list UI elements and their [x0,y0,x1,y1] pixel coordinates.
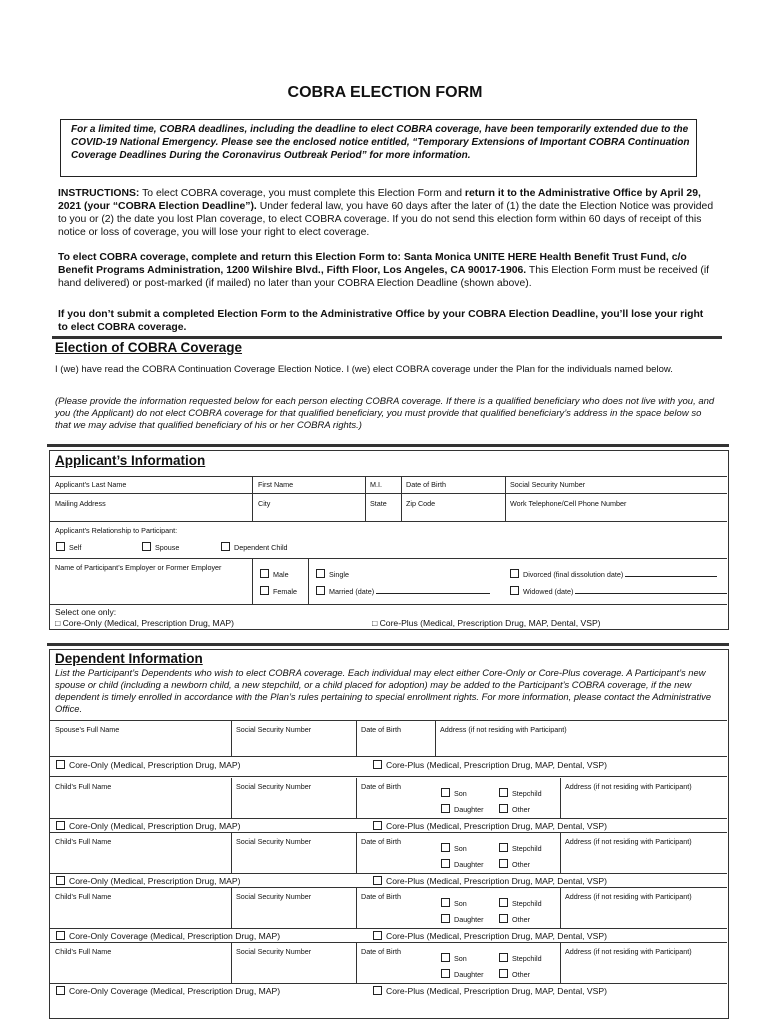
child-3-core-only-checkbox[interactable]: Core-Only Coverage (Medical, Prescription Drug, MAP) [56,931,280,941]
dependent-heading: Dependent Information [55,651,203,666]
child-2-son-checkbox[interactable]: Son [441,843,467,853]
child-3-daughter-checkbox[interactable]: Daughter [441,914,484,924]
child-1-son-checkbox[interactable]: Son [441,788,467,798]
divorced-checkbox[interactable]: Divorced (final dissolution date) [510,569,717,579]
election-heading: Election of COBRA Coverage [55,340,243,355]
applicant-heading: Applicant’s Information [55,453,206,468]
section-rule [47,444,729,447]
child-4-address-field[interactable]: Address (if not residing with Participant) [565,947,692,956]
return-deadline-text: This Election Form must be received (if hand delivered) or post-marked (if mailed) no later than your COBRA Election Deadline (shown above). [58,265,710,289]
phone-field[interactable]: Work Telephone/Cell Phone Number [510,499,627,508]
section-rule [52,336,722,339]
child-1-name-field[interactable]: Child’s Full Name [55,782,112,791]
section-rule [47,643,729,646]
child-2-dob-field[interactable]: Date of Birth [361,837,401,846]
state-field[interactable]: State [370,499,387,508]
child-3-dob-field[interactable]: Date of Birth [361,892,401,901]
self-checkbox[interactable]: Self [56,542,81,552]
return-address-paragraph [58,251,714,290]
child-2-name-field[interactable]: Child’s Full Name [55,837,112,846]
instructions-text-2: Under federal law, you have 60 days after the later of (1) the date the Election Notice was provided to you or (2) the date you lost Plan coverage, to elect COBRA coverage. If you do not send this election form within 60 days of receipt of this notice or loss of coverage, you will lose your right to elect coverage. [58,201,714,238]
child-3-stepchild-checkbox[interactable]: Stepchild [499,898,542,908]
covid-notice-box: For a limited time, COBRA deadlines, including the deadline to elect COBRA coverage, have been temporarily extended due to the COVID-19 National Emergency. Please see the enclosed notice entitled, “Temporary Extensions of Important COBRA Continuation Coverage Deadlines During the Coronavirus Outbreak Period” for more information. [60,119,697,177]
spouse-dob-field[interactable]: Date of Birth [361,725,401,734]
child-2-daughter-checkbox[interactable]: Daughter [441,859,484,869]
child-1-dob-field[interactable]: Date of Birth [361,782,401,791]
child-2-other-checkbox[interactable]: Other [499,859,530,869]
last-name-field[interactable]: Applicant’s Last Name [55,480,127,489]
spouse-core-only-checkbox[interactable]: Core-Only (Medical, Prescription Drug, MAP) [56,760,240,770]
child-4-other-checkbox[interactable]: Other [499,969,530,979]
election-statement: I (we) have read the COBRA Continuation Coverage Election Notice. I (we) elect COBRA coverage under the Plan for the individuals named below. [55,364,673,375]
child-1-other-checkbox[interactable]: Other [499,804,530,814]
applicant-core-plus-option[interactable]: □ Core-Plus (Medical, Prescription Drug, MAP, Dental, VSP) [372,618,601,628]
select-one-label: Select one only: [55,607,117,617]
spouse-address-field[interactable]: Address (if not residing with Participant) [440,725,567,734]
child-1-address-field[interactable]: Address (if not residing with Participant) [565,782,692,791]
dependent-child-checkbox[interactable]: Dependent Child [221,542,288,552]
spouse-ssn-field[interactable]: Social Security Number [236,725,312,734]
dependent-intro: List the Participant’s Dependents who wish to elect COBRA coverage. Each individual may elect either Core-Only or Core-Plus coverage. A Participant’s new spouse or child (including a newborn child, a new stepchild, or a child placed for adoption) may be added to the Participant’s COBRA coverage, if the new dependent is timely enrolled in accordance with the Plan’s rules pertaining to special enrollment rights. For more information, please contact the Administrative Office. [55,667,712,714]
child-2-stepchild-checkbox[interactable]: Stepchild [499,843,542,853]
child-3-ssn-field[interactable]: Social Security Number [236,892,312,901]
zip-field[interactable]: Zip Code [406,499,436,508]
child-4-name-field[interactable]: Child’s Full Name [55,947,112,956]
child-2-ssn-field[interactable]: Social Security Number [236,837,312,846]
child-1-core-plus-checkbox[interactable]: Core-Plus (Medical, Prescription Drug, MAP, Dental, VSP) [373,821,607,831]
spouse-core-plus-checkbox[interactable]: Core-Plus (Medical, Prescription Drug, MAP, Dental, VSP) [373,760,607,770]
applicant-core-only-option[interactable]: □ Core-Only (Medical, Prescription Drug, MAP) [55,618,235,628]
child-3-address-field[interactable]: Address (if not residing with Participant) [565,892,692,901]
instructions-paragraph [58,187,714,239]
employer-field[interactable]: Name of Participant’s Employer or Former Employer [55,563,222,572]
child-1-stepchild-checkbox[interactable]: Stepchild [499,788,542,798]
child-2-core-only-checkbox[interactable]: Core-Only (Medical, Prescription Drug, MAP) [56,876,240,886]
child-4-dob-field[interactable]: Date of Birth [361,947,401,956]
child-4-core-plus-checkbox[interactable]: Core-Plus (Medical, Prescription Drug, MAP, Dental, VSP) [373,986,607,996]
child-3-name-field[interactable]: Child’s Full Name [55,892,112,901]
child-4-ssn-field[interactable]: Social Security Number [236,947,312,956]
male-checkbox[interactable]: Male [260,569,289,579]
applicant-box [49,450,729,630]
first-name-field[interactable]: First Name [258,480,294,489]
instructions-text-1: To elect COBRA coverage, you must complete this Election Form and [139,188,465,199]
return-address: To elect COBRA coverage, complete and return this Election Form to: Santa Monica UNITE HERE Health Benefit Trust Fund, c/o Benefit Programs Administration, 1200 Wilshire Blvd., Fifth Floor, Los Angeles, CA 90017-1906. [58,252,687,276]
child-1-daughter-checkbox[interactable]: Daughter [441,804,484,814]
page-title: COBRA ELECTION FORM [287,84,483,101]
married-checkbox[interactable]: Married (date) [316,586,490,596]
child-2-address-field[interactable]: Address (if not residing with Participant) [565,837,692,846]
spouse-checkbox[interactable]: Spouse [142,542,179,552]
child-1-ssn-field[interactable]: Social Security Number [236,782,312,791]
single-checkbox[interactable]: Single [316,569,349,579]
deadline-warning: If you don’t submit a completed Election Form to the Administrative Office by your COBRA Election Deadline, you’ll lose your right to elect COBRA coverage. [58,309,704,333]
instructions-label: INSTRUCTIONS: [58,188,140,199]
child-3-son-checkbox[interactable]: Son [441,898,467,908]
relationship-label: Applicant’s Relationship to Participant: [55,526,178,535]
female-checkbox[interactable]: Female [260,586,297,596]
child-4-daughter-checkbox[interactable]: Daughter [441,969,484,979]
child-1-core-only-checkbox[interactable]: Core-Only (Medical, Prescription Drug, MAP) [56,821,240,831]
child-4-core-only-checkbox[interactable]: Core-Only Coverage (Medical, Prescription Drug, MAP) [56,986,280,996]
child-4-son-checkbox[interactable]: Son [441,953,467,963]
city-field[interactable]: City [258,499,271,508]
spouse-name-field[interactable]: Spouse’s Full Name [55,725,120,734]
child-4-stepchild-checkbox[interactable]: Stepchild [499,953,542,963]
widowed-checkbox[interactable]: Widowed (date) [510,586,727,596]
mailing-address-field[interactable]: Mailing Address [55,499,106,508]
mi-field[interactable]: M.I. [370,480,382,489]
child-3-core-plus-checkbox[interactable]: Core-Plus (Medical, Prescription Drug, MAP, Dental, VSP) [373,931,607,941]
child-3-other-checkbox[interactable]: Other [499,914,530,924]
election-instructions: (Please provide the information requested below for each person electing COBRA coverage. If there is a qualified beneficiary who does not live with you, and you (the Applicant) do not elect COBRA coverage for that qualified beneficiary, you must provide that qualified beneficiary’s address in the space below so that we may advise that qualified beneficiary of his or her COBRA rights.) [55,396,715,431]
child-2-core-plus-checkbox[interactable]: Core-Plus (Medical, Prescription Drug, MAP, Dental, VSP) [373,876,607,886]
instructions-deadline: return it to the Administrative Office by April 29, 2021 (your “COBRA Election Deadline”). [58,188,701,212]
dob-field[interactable]: Date of Birth [406,480,446,489]
ssn-field[interactable]: Social Security Number [510,480,586,489]
